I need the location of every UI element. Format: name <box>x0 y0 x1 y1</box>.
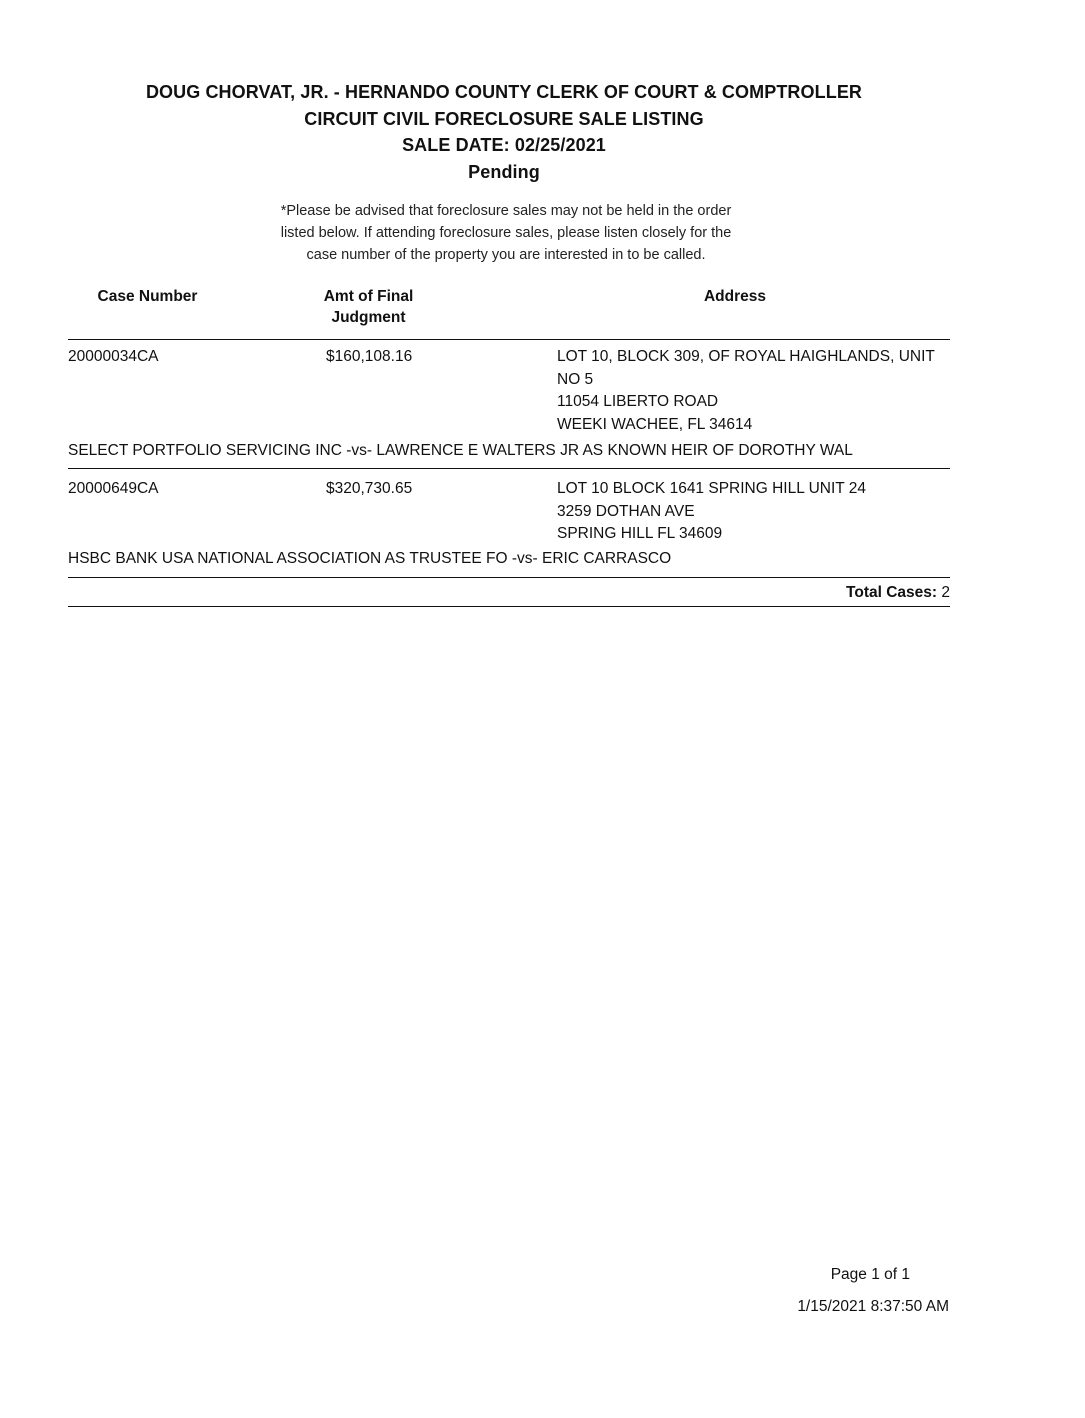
judgment-amount: $160,108.16 <box>326 348 413 365</box>
case-number: 20000649CA <box>68 480 159 497</box>
total-cases-label: Total Cases: <box>846 584 938 601</box>
column-header-amount <box>296 286 441 328</box>
address-line: WEEKI WACHEE, FL 34614 <box>557 415 753 433</box>
total-cases <box>846 584 950 602</box>
case-parties: SELECT PORTFOLIO SERVICING INC -vs- LAWRENCE E WALTERS JR AS KNOWN HEIR OF DOROTHY WAL <box>68 442 853 459</box>
header-divider <box>68 339 950 340</box>
notice-line-3: case number of the property you are interested in to be called. <box>306 247 706 263</box>
address-line: LOT 10 BLOCK 1641 SPRING HILL UNIT 24 <box>557 480 866 497</box>
header-title: DOUG CHORVAT, JR. - HERNANDO COUNTY CLERK OF COURT & COMPTROLLER <box>145 82 863 102</box>
sale-date: SALE DATE: 02/25/2021 <box>402 135 606 155</box>
notice-line-1: *Please be advised that foreclosure sales may not be held in the order <box>280 203 732 219</box>
address-line: NO 5 <box>557 370 594 388</box>
print-timestamp: 1/15/2021 8:37:50 AM <box>797 1298 949 1315</box>
column-header-amount-line1: Amt of Final <box>323 288 414 305</box>
address-line: LOT 10, BLOCK 309, OF ROYAL HAIGHLANDS, UNIT <box>557 348 935 365</box>
case-divider <box>68 468 950 469</box>
judgment-amount: $320,730.65 <box>326 480 413 497</box>
address-line: 11054 LIBERTO ROAD <box>557 393 719 410</box>
total-cases-value: 2 <box>941 584 950 601</box>
header-subtitle: CIRCUIT CIVIL FORECLOSURE SALE LISTING <box>304 109 704 129</box>
page-number: Page 1 of 1 <box>830 1266 910 1283</box>
notice-line-2: listed below. If attending foreclosure sales, please listen closely for the <box>280 225 732 241</box>
case-parties: HSBC BANK USA NATIONAL ASSOCIATION AS TRUSTEE FO -vs- ERIC CARRASCO <box>68 550 672 567</box>
case-number: 20000034CA <box>68 348 159 365</box>
column-header-amount-line2: Judgment <box>331 309 406 326</box>
advisory-notice <box>0 200 1012 266</box>
column-header-address: Address <box>703 288 767 305</box>
property-address <box>557 346 935 436</box>
status-pending: Pending <box>468 162 540 182</box>
column-header-case-number: Case Number <box>97 288 198 305</box>
case-divider <box>68 577 950 578</box>
property-address <box>557 478 866 546</box>
address-line: 3259 DOTHAN AVE <box>557 502 695 520</box>
total-divider <box>68 606 950 607</box>
address-line: SPRING HILL FL 34609 <box>557 525 723 542</box>
